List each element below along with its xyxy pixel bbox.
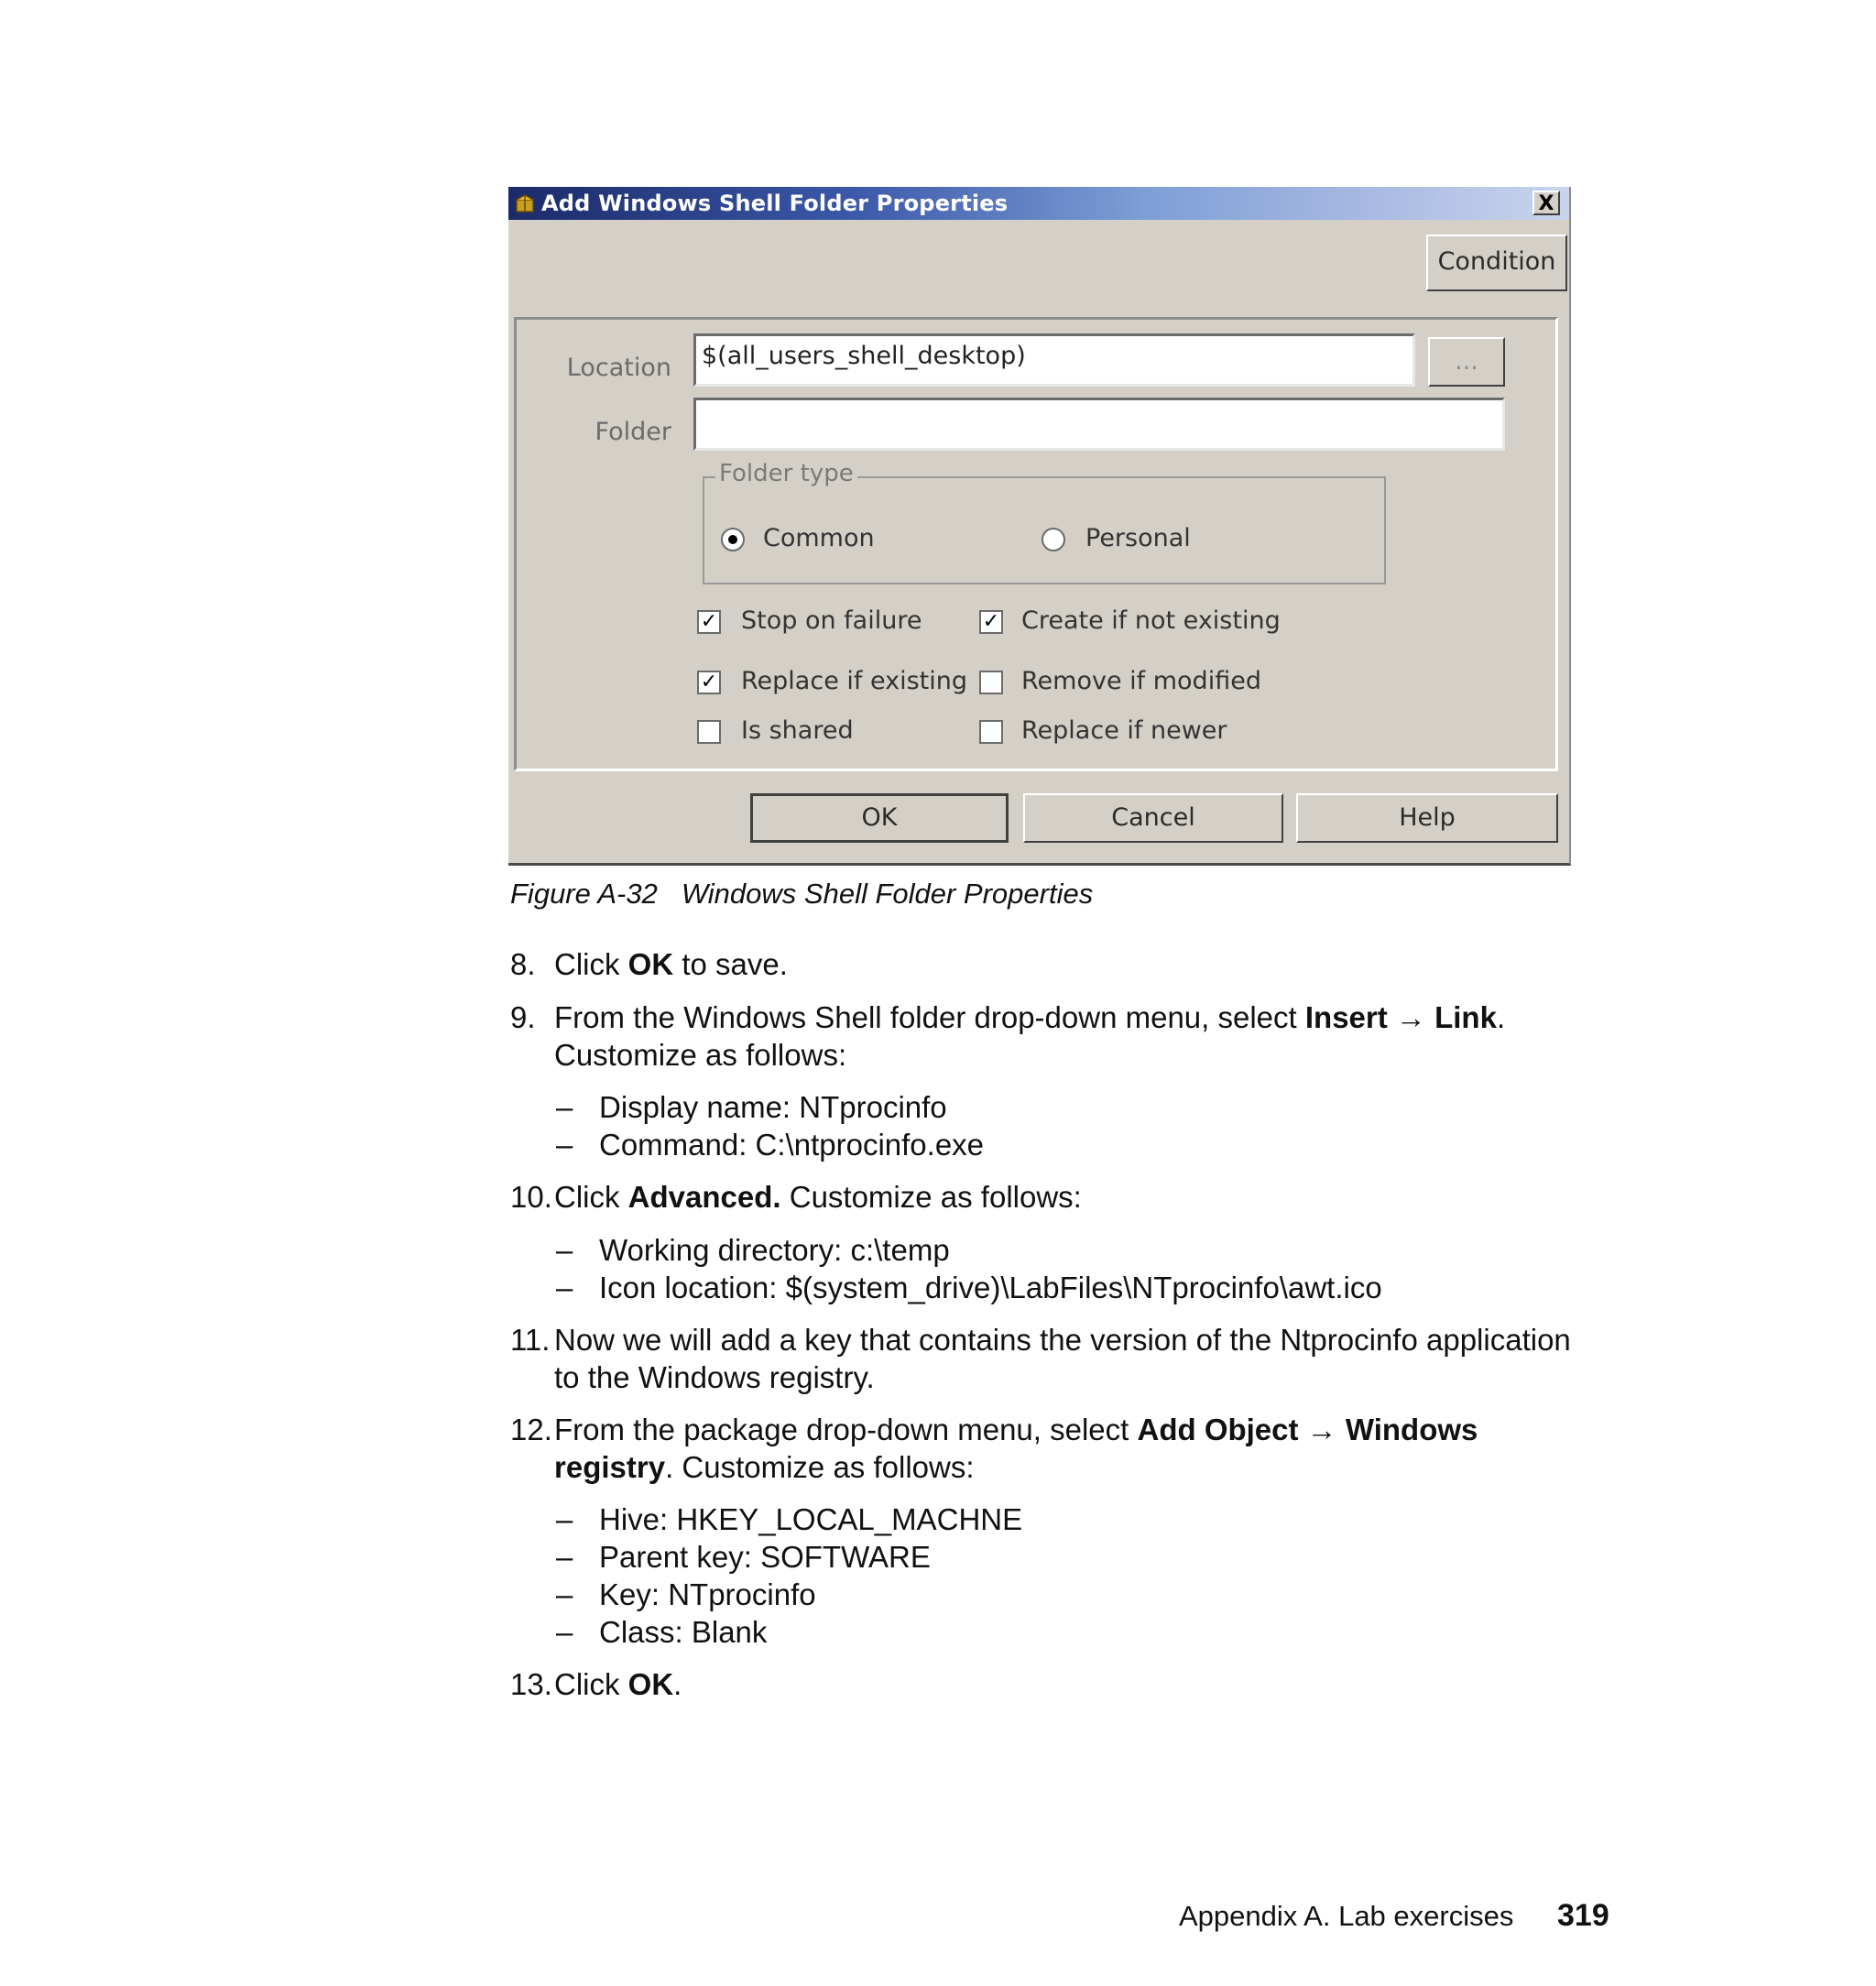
step-12: 12.From the package drop-down menu, select Add Object → Windows registry. Customize as follows: — [510, 1413, 1478, 1484]
folder-input[interactable] — [693, 398, 1505, 451]
step-10: 10.Click Advanced. Customize as follows: — [510, 1180, 1082, 1214]
figure-title: Windows Shell Folder Properties — [681, 878, 1094, 910]
close-button[interactable]: X — [1532, 191, 1560, 215]
location-label: Location — [566, 354, 671, 382]
step-9-sub-2: – Command: C:\ntprocinfo.exe — [556, 1128, 985, 1162]
replace-if-existing-label: Replace if existing — [741, 667, 967, 695]
radio-common-label: Common — [763, 524, 875, 552]
help-button[interactable]: Help — [1296, 793, 1558, 843]
shell-folder-dialog — [508, 187, 1571, 866]
step-12-sub-1: – Hive: HKEY_LOCAL_MACHNE — [556, 1502, 1023, 1536]
step-9-sub-1: – Display name: NTprocinfo — [556, 1090, 947, 1124]
step-12-sub-2: – Parent key: SOFTWARE — [556, 1540, 931, 1574]
folder-type-group — [703, 460, 1386, 584]
step-8: 8. Click OK to save. — [510, 947, 788, 981]
is-shared-label: Is shared — [741, 716, 854, 745]
ok-button[interactable]: OK — [750, 793, 1009, 843]
step-10-sub-1: – Working directory: c:\temp — [556, 1233, 950, 1267]
package-icon — [514, 192, 536, 214]
remove-if-modified-checkbox[interactable] — [979, 671, 1003, 694]
browse-button[interactable]: ... — [1428, 337, 1505, 387]
figure-caption — [510, 878, 1093, 911]
folder-type-legend: Folder type — [715, 460, 857, 487]
is-shared-checkbox[interactable] — [697, 720, 721, 744]
folder-label: Folder — [594, 418, 671, 446]
title-bar[interactable] — [508, 187, 1569, 220]
radio-personal-label: Personal — [1085, 524, 1191, 552]
figure-number: Figure A-32 — [510, 878, 658, 910]
footer-section: Appendix A. Lab exercises — [1179, 1900, 1514, 1932]
stop-on-failure-label: Stop on failure — [741, 606, 922, 635]
replace-if-newer-checkbox[interactable] — [979, 720, 1003, 744]
cancel-button[interactable]: Cancel — [1023, 793, 1283, 843]
step-10-sub-2: – Icon location: $(system_drive)\LabFiles\NTprocinfo\awt.ico — [556, 1271, 1382, 1304]
remove-if-modified-label: Remove if modified — [1021, 667, 1261, 695]
stop-on-failure-checkbox[interactable]: ✓ — [697, 610, 721, 634]
dialog-title: Add Windows Shell Folder Properties — [541, 191, 1009, 216]
step-13: 13.Click OK. — [510, 1667, 682, 1701]
create-if-not-existing-label: Create if not existing — [1021, 606, 1281, 635]
page-number: 319 — [1557, 1898, 1609, 1933]
step-12-sub-3: – Key: NTprocinfo — [556, 1577, 816, 1611]
location-input[interactable]: $(all_users_shell_desktop) — [693, 333, 1415, 387]
radio-common[interactable] — [721, 528, 745, 551]
step-11: 11. Now we will add a key that contains the version of the Ntprocinfo application to the Windows registry. — [510, 1323, 1571, 1394]
radio-personal[interactable] — [1042, 528, 1065, 551]
step-9: 9. From the Windows Shell folder drop-down menu, select Insert → Link. Customize as follows: — [510, 1000, 1506, 1072]
condition-button[interactable]: Condition — [1426, 235, 1567, 291]
replace-if-newer-label: Replace if newer — [1021, 716, 1227, 745]
replace-if-existing-checkbox[interactable]: ✓ — [697, 671, 721, 694]
create-if-not-existing-checkbox[interactable]: ✓ — [979, 610, 1003, 634]
step-12-sub-4: – Class: Blank — [556, 1615, 768, 1649]
